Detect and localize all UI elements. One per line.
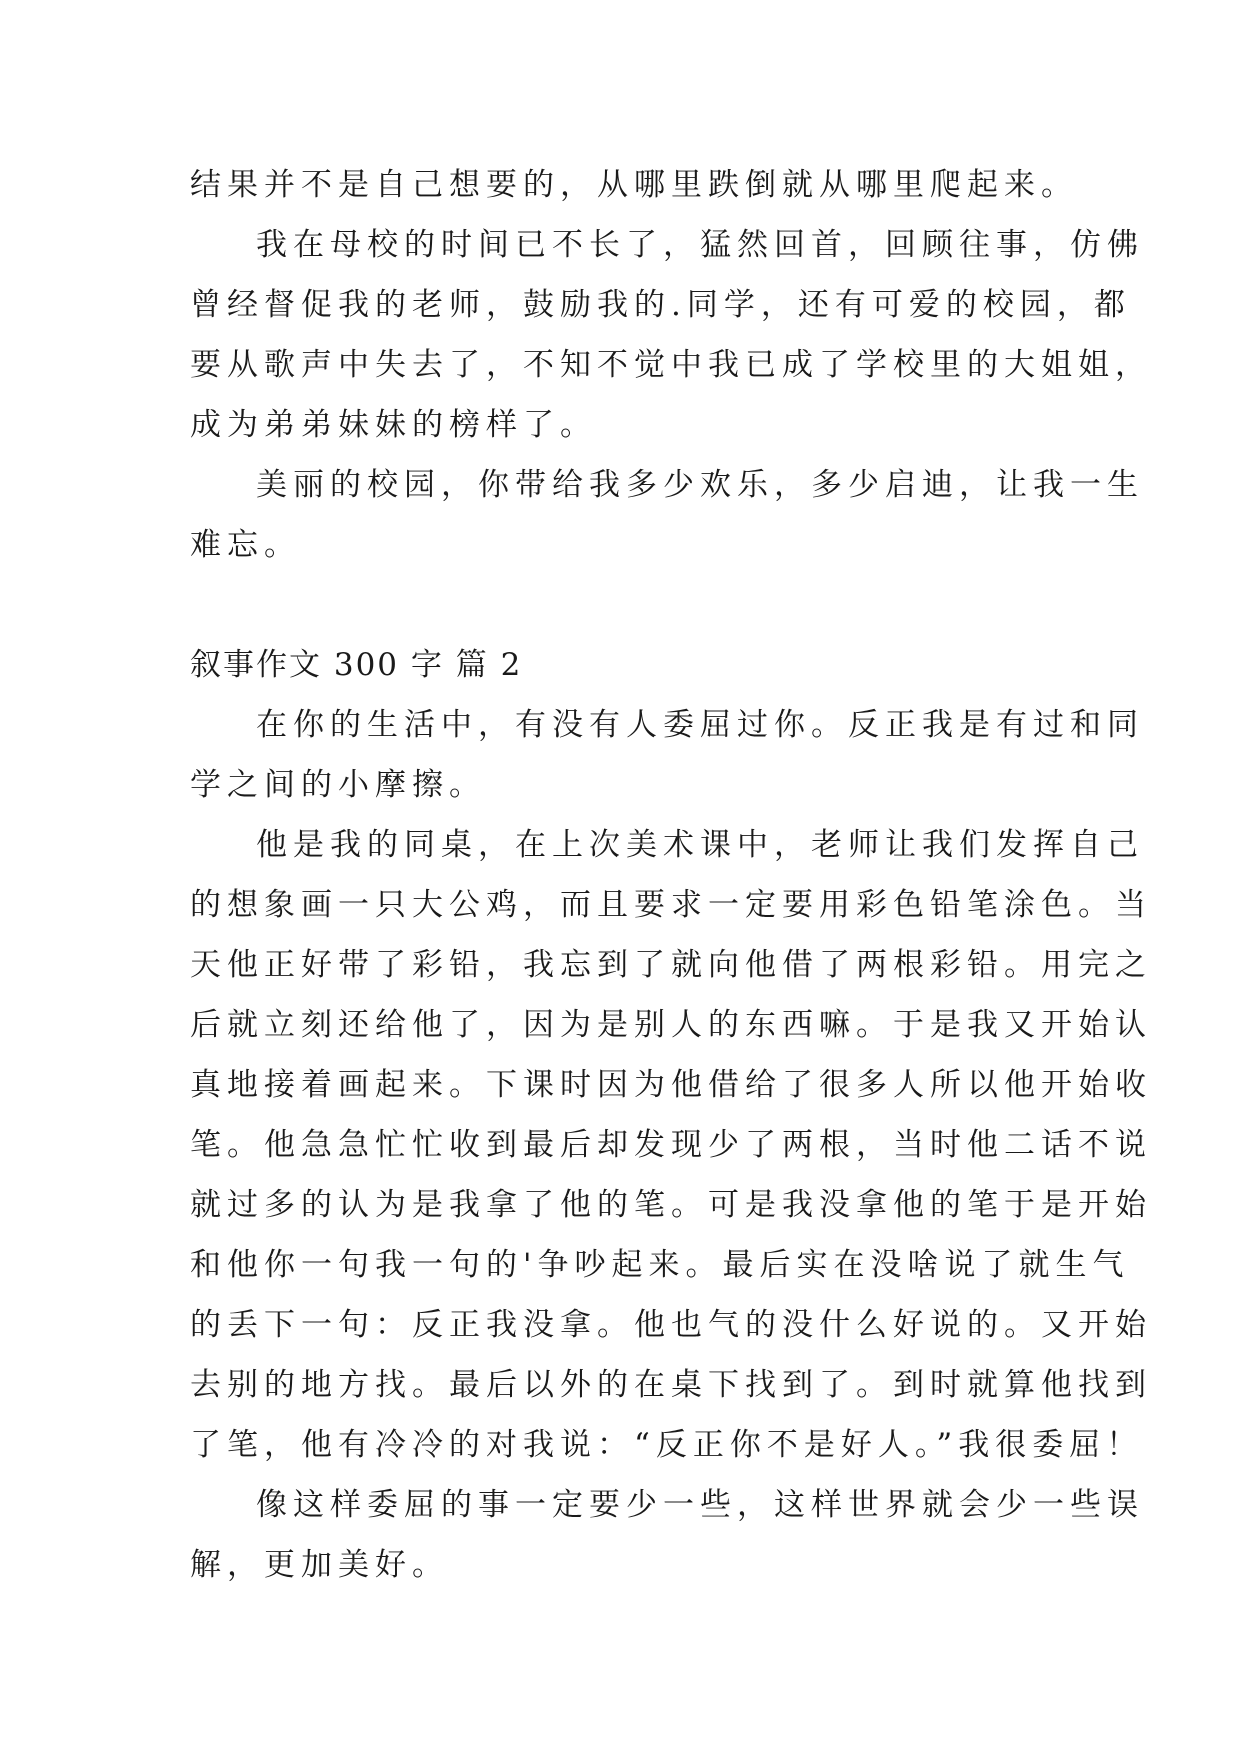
text-line: 了笔，他有冷冷的对我说：“反正你不是好人。”我很委屈！ <box>190 1427 1144 1463</box>
paragraph <box>190 215 1152 455</box>
text-line: 成为弟弟妹妹的榜样了。 <box>190 407 597 443</box>
text-line: 的想象画一只大公鸡，而且要求一定要用彩色铅笔涂色。当 <box>190 887 1152 923</box>
text-line: 真地接着画起来。下课时因为他借给了很多人所以他开始收 <box>190 1067 1152 1103</box>
text-line: 的丢下一句：反正我没拿。他也气的没什么好说的。又开始 <box>190 1307 1152 1343</box>
text-line: 就过多的认为是我拿了他的笔。可是我没拿他的笔于是开始 <box>190 1187 1152 1223</box>
paragraph <box>190 1475 1144 1595</box>
text-line: 要从歌声中失去了，不知不觉中我已成了学校里的大姐姐， <box>190 347 1152 383</box>
text-line: 难忘。 <box>190 527 301 563</box>
document-page <box>190 155 1152 1595</box>
section-heading: 叙事作文 300 字 篇 2 <box>190 647 523 683</box>
text-line: 解，更加美好。 <box>190 1547 449 1583</box>
text-line: 在你的生活中，有没有人委屈过你。反正我是有过和同 <box>256 707 1144 743</box>
text-line: 他是我的同桌，在上次美术课中，老师让我们发挥自己 <box>256 827 1144 863</box>
text-line: 去别的地方找。最后以外的在桌下找到了。到时就算他找到 <box>190 1367 1152 1403</box>
text-line: 曾经督促我的老师，鼓励我的.同学，还有可爱的校园，都 <box>190 287 1131 323</box>
text-line: 像这样委屈的事一定要少一些，这样世界就会少一些误 <box>256 1487 1144 1523</box>
text-line: 天他正好带了彩铅，我忘到了就向他借了两根彩铅。用完之 <box>190 947 1152 983</box>
text-line: 美丽的校园，你带给我多少欢乐，多少启迪，让我一生 <box>256 467 1144 503</box>
text-line: 我在母校的时间已不长了，猛然回首，回顾往事，仿佛 <box>256 227 1144 263</box>
paragraph <box>190 455 1144 575</box>
text-line: 后就立刻还给他了，因为是别人的东西嘛。于是我又开始认 <box>190 1007 1152 1043</box>
text-line: 笔。他急急忙忙收到最后却发现少了两根，当时他二话不说 <box>190 1127 1152 1163</box>
paragraph-continuation <box>190 155 1078 215</box>
text-line: 学之间的小摩擦。 <box>190 767 486 803</box>
paragraph <box>190 695 1144 815</box>
text-line: 和他你一句我一句的'争吵起来。最后实在没啥说了就生气 <box>190 1247 1130 1283</box>
paragraph <box>190 815 1152 1475</box>
text-line: 结果并不是自己想要的，从哪里跌倒就从哪里爬起来。 <box>190 167 1078 203</box>
